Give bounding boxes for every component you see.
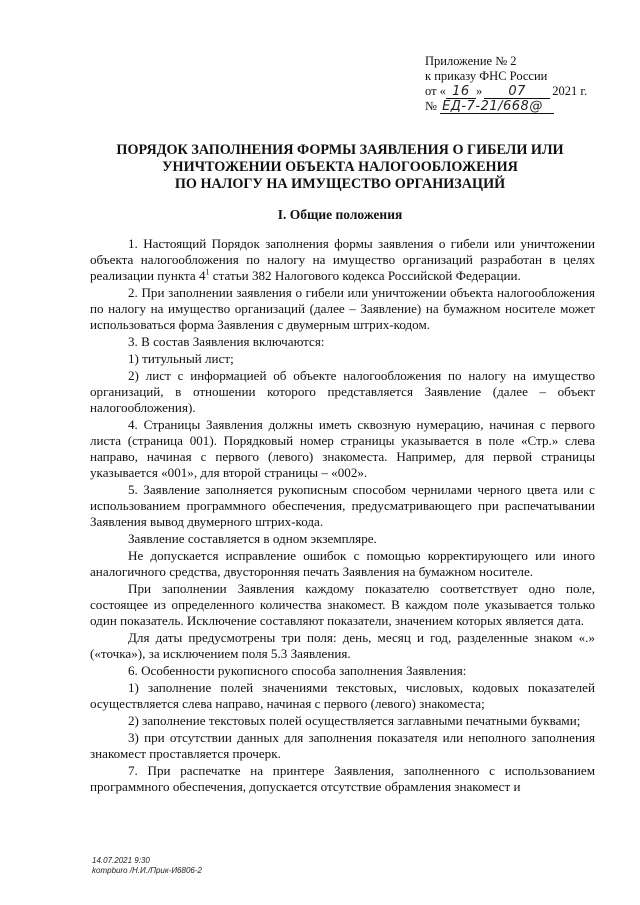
paragraph-5-a: Заявление составляется в одном экземпляре.	[128, 531, 377, 546]
paragraph-5: 5. Заявление заполняется рукописным способом чернилами черного цвета или с использованием программного обеспечения, предусматривающего при распечатывании Заявления вывод двумерного штрих-кода.	[90, 482, 595, 529]
footer-line-1: 14.07.2021 9:30	[92, 856, 150, 865]
annex-line-1: Приложение № 2	[425, 54, 517, 68]
paragraph-5-b: Не допускается исправление ошибок с помощью корректирующего или иного аналогичного средства, двусторонняя печать Заявления на бумажном носителе.	[90, 548, 595, 579]
title-line-3: ПО НАЛОГУ НА ИМУЩЕСТВО ОРГАНИЗАЦИЙ	[174, 176, 506, 192]
paragraph-6-item-2: 2) заполнение текстовых полей осуществляется заглавными печатными буквами;	[128, 713, 581, 728]
paragraph-4: 4. Страницы Заявления должны иметь сквозную нумерацию, начиная с первого листа (страница 001). Порядковый номер страницы указывается в поле «Стр.» слева направо, начиная с первого (левого) знакоместа. Например, для первой страницы указывается «001», для второй страницы – «002».	[90, 417, 595, 480]
paragraph-1-sup: 1	[205, 267, 210, 277]
annex-number	[425, 99, 587, 114]
annex-date-month: 07	[484, 85, 550, 99]
paragraph-1	[90, 236, 595, 284]
annex-date-day: 16	[446, 85, 476, 99]
title-line-1: ПОРЯДОК ЗАПОЛНЕНИЯ ФОРМЫ ЗАЯВЛЕНИЯ О ГИБЕЛИ ИЛИ	[116, 142, 564, 158]
section-heading: I. Общие положения	[277, 207, 403, 222]
annex-line-2: к приказу ФНС России	[425, 69, 548, 83]
paragraph-2: 2. При заполнении заявления о гибели или уничтожении объекта налогообложения по налогу на имущество организаций (далее – Заявление) на бумажном носителе может использоваться форма Заявления с двумерным штрих-кодом.	[90, 285, 595, 332]
paragraph-6-item-1: 1) заполнение полей значениями текстовых, числовых, кодовых показателей осуществляется слева направо, начиная с первого (левого) знакоместа;	[90, 680, 595, 711]
paragraph-5-d: Для даты предусмотрены три поля: день, месяц и год, разделенные знаком «.» («точка»), за исключением поля 5.3 Заявления.	[90, 630, 595, 661]
footer-stamp	[92, 856, 202, 876]
annex-number-prefix: №	[425, 99, 437, 113]
annex-date	[425, 84, 587, 99]
annex-date-prefix: от «	[425, 84, 446, 98]
paragraph-3-item-1: 1) титульный лист;	[128, 351, 234, 366]
footer-line-2: kompburo /Н.И./Прик-И6806-2	[92, 866, 202, 875]
annex-number-value: ЕД-7-21/668@	[440, 100, 554, 114]
paragraph-1-text-b: статьи 382 Налогового кодекса Российской Федерации.	[209, 268, 521, 283]
paragraph-5-c: При заполнении Заявления каждому показателю соответствует одно поле, состоящее из определенного количества знакомест. В каждом поле указывается только один показатель. Исключение составляют показатели, значением которых является дата.	[90, 581, 595, 628]
annex-block	[425, 54, 587, 114]
annex-date-mid: »	[475, 84, 483, 98]
paragraph-6: 6. Особенности рукописного способа заполнения Заявления:	[128, 663, 467, 678]
document-body	[90, 236, 595, 796]
document-title	[80, 142, 600, 193]
paragraph-3: 3. В состав Заявления включаются:	[128, 334, 325, 349]
title-line-2: УНИЧТОЖЕНИИ ОБЪЕКТА НАЛОГООБЛОЖЕНИЯ	[162, 159, 518, 175]
paragraph-3-item-2: 2) лист с информацией об объекте налогообложения по налогу на имущество организаций, в отношении которого представляется Заявление (далее – объект налогообложения).	[90, 368, 595, 415]
paragraph-1-text-a: 1. Настоящий Порядок заполнения формы заявления о гибели или уничтожении объекта налогообложения по налогу на имущество организаций разработан в целях реализации пункта 4	[90, 236, 595, 283]
paragraph-6-item-3: 3) при отсутствии данных для заполнения показателя или неполного заполнения знакомест проставляется прочерк.	[90, 730, 595, 761]
annex-date-year: 2021 г.	[552, 84, 588, 98]
paragraph-7: 7. При распечатке на принтере Заявления, заполненного с использованием программного обеспечения, допускается отсутствие обрамления знакомест и	[90, 763, 595, 794]
